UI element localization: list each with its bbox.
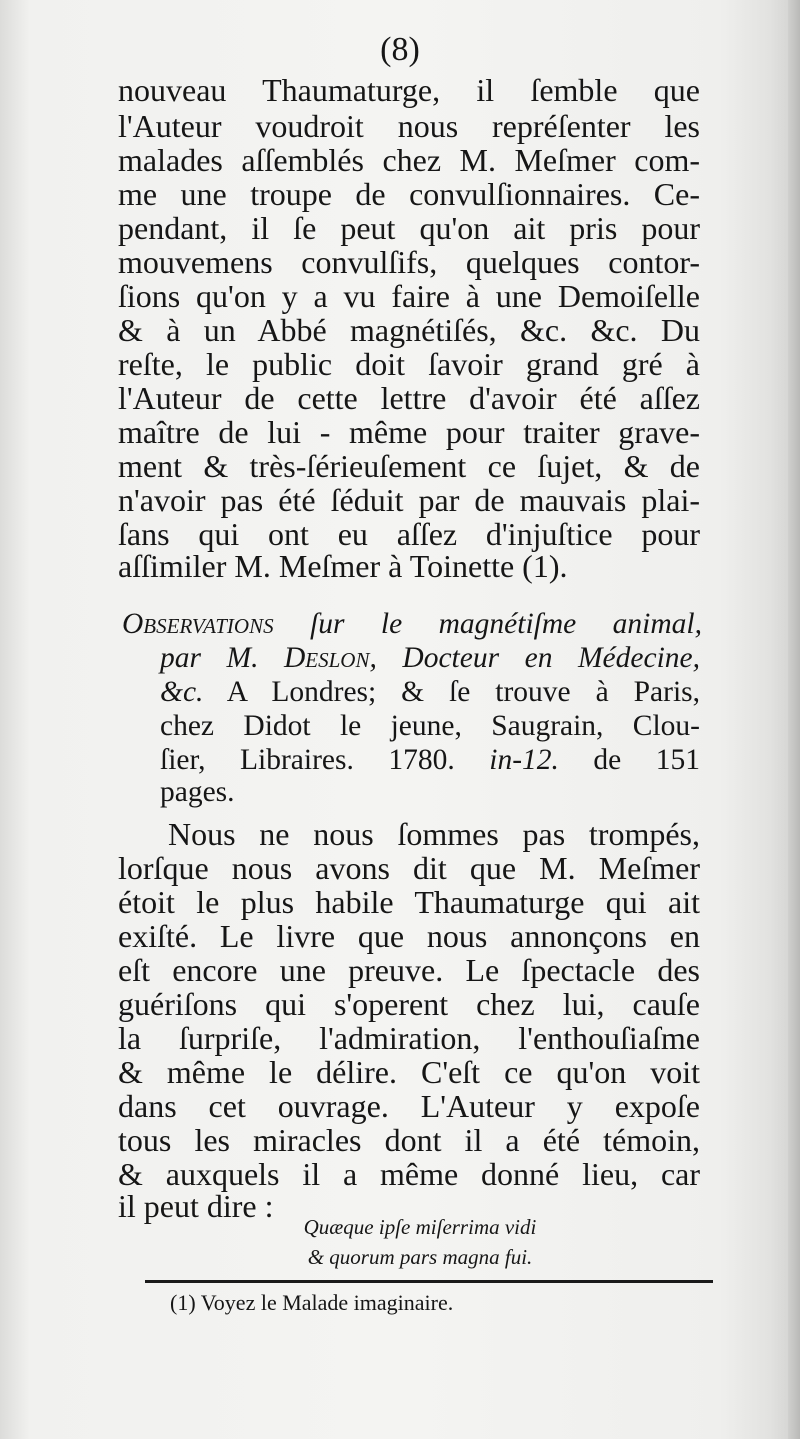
text-line: nouveau Thaumaturge, il ſemble que xyxy=(118,72,700,108)
text-line: l'Auteur de cette lettre d'avoir été aſſez xyxy=(118,380,700,416)
bib-title-rest: ſur le magnétiſme animal, xyxy=(273,608,702,640)
bib-author: Deslon xyxy=(284,642,370,674)
text-line: eſt encore une preuve. Le ſpectacle des xyxy=(118,952,700,988)
text-line: n'avoir pas été ſéduit par de mauvais plai- xyxy=(118,482,700,518)
text-line: & à un Abbé magnétiſés, &c. &c. Du xyxy=(118,312,700,348)
text-line: tous les miracles dont il a été témoin, xyxy=(118,1122,700,1158)
text-line: & auxquels il a même donné lieu, car xyxy=(118,1156,700,1192)
page-number: (8) xyxy=(380,31,420,68)
text-line: Nous ne nous ſommes pas trompés, xyxy=(168,816,700,852)
text-line: maître de lui - même pour traiter grave- xyxy=(118,414,700,450)
text-line: ſions qu'on y a vu faire à une Demoiſelle xyxy=(118,278,700,314)
text-line: me une troupe de convulſionnaires. Ce- xyxy=(118,176,700,212)
text-line: étoit le plus habile Thaumaturge qui ait xyxy=(118,884,700,920)
text-line: pendant, il ſe peut qu'on ait pris pour xyxy=(118,210,700,246)
bib-line: pages. xyxy=(160,776,235,808)
bib-title: Observations xyxy=(122,608,274,640)
quote-line: & quorum pars magna fui. xyxy=(307,1245,533,1269)
bib-line xyxy=(122,606,702,642)
text-line: reſte, le public doit ſavoir grand gré à xyxy=(118,346,700,382)
footnote: (1) Voyez le Malade imaginaire. xyxy=(170,1290,454,1315)
footnote-rule xyxy=(145,1280,713,1283)
text-line: mouvemens convulſifs, quelques contor- xyxy=(118,244,700,280)
text-line: l'Auteur voudroit nous repréſenter les xyxy=(118,108,700,144)
text-line: ment & très-ſérieuſement ce ſujet, & de xyxy=(118,448,700,484)
text-line: & même le délire. C'eſt ce qu'on voit xyxy=(118,1054,700,1090)
text-line: dans cet ouvrage. L'Auteur y expoſe xyxy=(118,1088,700,1124)
bib-line: chez Didot le jeune, Saugrain, Clou- xyxy=(160,710,700,742)
text-line: aſſimiler M. Meſmer à Toinette (1). xyxy=(118,548,568,584)
text-line: ſans qui ont eu aſſez d'injuſtice pour xyxy=(118,516,700,552)
text-line: lorſque nous avons dit que M. Meſmer xyxy=(118,850,700,886)
text-line: il peut dire : xyxy=(118,1188,274,1224)
bib-line: ſier, Libraires. 1780. in-12. de 151 xyxy=(160,744,701,776)
bib-line: &c. A Londres; & ſe trouve à Paris, xyxy=(160,676,700,708)
text-line: malades aſſemblés chez M. Meſmer com- xyxy=(118,142,700,178)
quote-line: Quæque ipſe miſerrima vidi xyxy=(303,1215,537,1239)
bib-line: par M. Deslon, Docteur en Médecine, xyxy=(160,642,700,674)
text-line: exiſté. Le livre que nous annonçons en xyxy=(118,918,700,954)
text-line: guériſons qui s'operent chez lui, cauſe xyxy=(118,986,700,1022)
text-line: la ſurpriſe, l'admiration, l'enthouſiaſme xyxy=(118,1020,700,1056)
